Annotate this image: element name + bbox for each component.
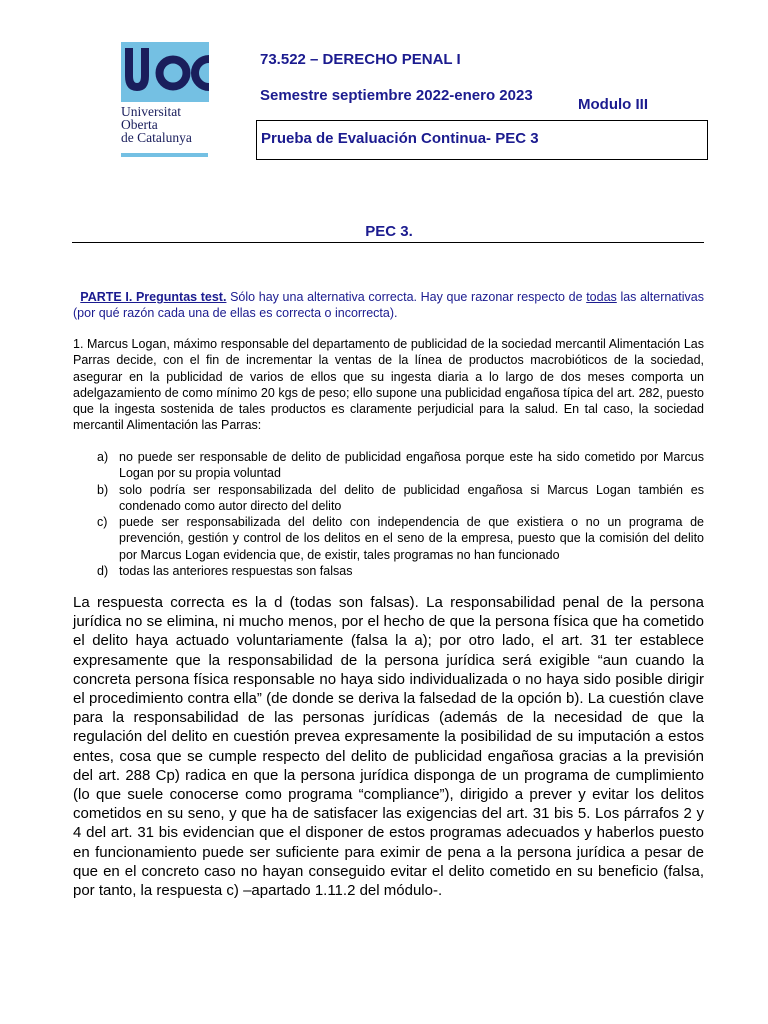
module-label: Modulo III: [578, 96, 648, 113]
option-text: solo podría ser responsabilizada del delito de publicidad engañosa si Marcus Logan también es condenado como autor directo del delito: [119, 482, 704, 513]
pec-box: [256, 120, 708, 160]
intro-text: Sólo hay una alternativa correcta. Hay que razonar respecto de: [226, 290, 587, 304]
logo-line: Oberta: [121, 117, 158, 132]
uoc-logo: [121, 42, 209, 157]
uoc-letters-icon: [121, 42, 209, 102]
page-title: PEC 3.: [365, 223, 413, 240]
part-label: PARTE I. Preguntas test.: [80, 290, 227, 304]
option-item: [73, 449, 704, 482]
option-item: [73, 563, 704, 579]
option-letter: b): [97, 482, 109, 497]
intro-text: las alternativas (por qué razón cada una de ellas es correcta o incorrecta).: [73, 290, 704, 320]
uoc-logo-mark: [121, 42, 209, 102]
course-title: 73.522 – DERECHO PENAL I: [260, 51, 461, 68]
option-item: [73, 482, 704, 515]
option-text: todas las anteriores respuestas son falsas: [119, 564, 353, 579]
question-text: 1. Marcus Logan, máximo responsable del departamento de publicidad de la sociedad mercantil Alimentación Las Parras decide, con el fin de incrementar la ventas de la línea de productos macrobióticos de la sociedad, asegurar en la publicidad de varios de ellos que su ingesta diaria a lo largo de dos meses comporta un adelgazamiento de como mínimo 20 kgs de peso; ello supone una publicidad engañosa típica del art. 282, puesto que la ingesta sostenida de tales productos es claramente perjudicial para la salud. En tal caso, la sociedad mercantil Alimentación las Parras:: [73, 337, 704, 433]
pec-box-label: Prueba de Evaluación Continua- PEC 3: [261, 130, 539, 147]
option-letter: d): [97, 564, 109, 579]
option-text: no puede ser responsable de delito de publicidad engañosa porque este ha sido cometido por Marcus Logan por su propia voluntad: [119, 450, 704, 481]
answer-text: La respuesta correcta es la d (todas son falsas). La responsabilidad penal de la persona jurídica no se elimina, ni mucho menos, por el hecho de que la persona física que ha cometido el delito haya actuado voluntariamente (falsa la a); por otro lado, el art. 31 ter establece expresamente que la responsabilidad de la persona jurídica será exigible “aun cuando la concreta persona física responsable no haya sido individualizada o no haya sido posible dirigir el procedimiento contra ella” (de donde se deriva la falsedad de la opción b). La cuestión clave para la responsabilidad de las personas jurídicas (además de la necesidad de que la regulación del delito en cuestión prevea expresamente la posibilidad de su imputación a estos entes, cosa que se cumple respecto del delito de publicidad engañosa gracias a la previsión del art. 288 Cp) radica en que la persona jurídica disponga de un programa de cumplimiento (lo que suele conocerse como programa “compliance”), dirigido a prever y evitar los delitos cometidos en su seno, y que ha de satisfacer las exigencias del art. 31 bis 5. Los párrafos 2 y 4 del art. 31 bis evidencian que el disponer de estos programas adecuados y haberlos puesto en funcionamiento puede ser suficiente para eximir de pena a la persona jurídica a pesar de que en el concreto caso no hayan conseguido evitar el delito cometido en su beneficio (falsa, por tanto, la respuesta c) –apartado 1.11.2 del módulo-.: [73, 594, 704, 900]
logo-underline: [121, 153, 208, 157]
option-letter: c): [97, 515, 108, 530]
logo-line: Universitat: [121, 104, 181, 119]
uoc-logo-text: [121, 105, 209, 144]
option-item: [73, 514, 704, 563]
intro-underlined: todas: [586, 290, 617, 304]
logo-line: de Catalunya: [121, 130, 192, 145]
option-text: puede ser responsabilizada del delito con independencia de que existiera o no un programa de prevención, gestión y control de los delitos en el seno de la empresa, puesto que la comisión del delito por Marcus Logan evidencia que, de existir, tales programas no han funcionado: [119, 515, 704, 562]
part-intro: [73, 289, 704, 321]
options-list: [73, 449, 704, 579]
semester-label: Semestre septiembre 2022-enero 2023: [260, 87, 533, 104]
title-divider: [72, 242, 704, 243]
option-letter: a): [97, 450, 109, 464]
